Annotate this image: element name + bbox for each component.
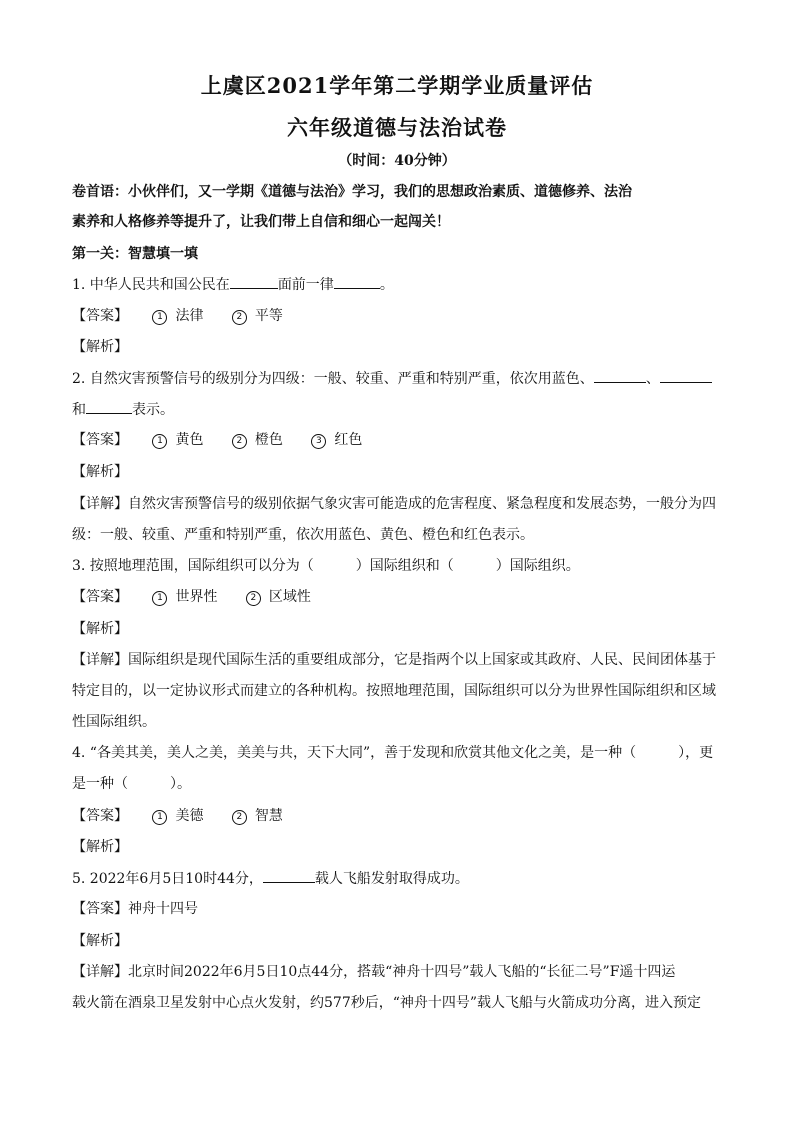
q3-detail-line-1 xyxy=(72,650,722,670)
question-3: 3. 按照地理范围，国际组织可以分为（ ）国际组织和（ ）国际组织。 xyxy=(72,558,580,574)
answer-text: 橙色 xyxy=(254,432,283,448)
section-heading: 第一关：智慧填一填 xyxy=(72,246,198,262)
q1-text-a: 1. 中华人民共和国公民在 xyxy=(72,277,230,293)
q2-answer-2 xyxy=(232,430,283,450)
q2-analysis-label: 【解析】 xyxy=(72,464,128,480)
q1-analysis-label: 【解析】 xyxy=(72,339,128,355)
detail-text: 北京时间2022年6月5日10点44分，搭载“神舟十四号”载人飞船的“长征二号”F遥十四运 xyxy=(128,964,676,980)
q1-text-c: 。 xyxy=(379,277,394,293)
circled-number: 1 xyxy=(152,810,167,825)
q3-answer-1 xyxy=(152,587,217,607)
detail-text: 国际组织是现代国际生活的重要组成部分，它是指两个以上国家或其政府、人民、民间团体基于 xyxy=(128,652,716,668)
exam-subtitle: 六年级道德与法治试卷 xyxy=(287,115,507,140)
answer-text: 区域性 xyxy=(268,589,311,605)
q2-detail-line-2: 级：一般、较重、严重和特别严重，依次用蓝色、黄色、橙色和红色表示。 xyxy=(72,527,534,543)
q5-text-b: 载人飞船发射取得成功。 xyxy=(314,871,469,887)
q4-analysis-label: 【解析】 xyxy=(72,839,128,855)
question-2-line-1 xyxy=(72,368,722,389)
q1-blank-2 xyxy=(334,274,380,289)
question-1 xyxy=(72,274,722,295)
question-2-line-2 xyxy=(72,399,722,420)
answer-text: 世界性 xyxy=(175,589,218,605)
answer-text: 平等 xyxy=(254,308,283,324)
answer-text: 美德 xyxy=(175,808,204,824)
q2-blank-2 xyxy=(660,368,712,383)
answer-text: 神舟十四号 xyxy=(128,901,198,917)
q1-answer-1 xyxy=(152,306,203,326)
exam-time: （时间：40分钟） xyxy=(338,153,456,169)
answer-text: 黄色 xyxy=(175,432,204,448)
q1-answer xyxy=(72,306,722,326)
answer-text: 法律 xyxy=(175,308,204,324)
question-4-line-1: 4. “各美其美，美人之美，美美与共，天下大同”，善于发现和欣赏其他文化之美，是一种（ ），更 xyxy=(72,745,714,761)
preface-line-2: 素养和人格修养等提升了，让我们带上自信和细心一起闯关！ xyxy=(72,214,450,230)
detail-label: 【详解】 xyxy=(72,964,128,980)
q4-answer xyxy=(72,806,722,826)
q2-text-c: 和 xyxy=(72,402,86,418)
preface-line-1: 卷首语：小伙伴们，又一学期《道德与法治》学习，我们的思想政治素质、道德修养、法治 xyxy=(72,184,632,200)
q3-detail-line-2: 特定目的，以一定协议形式而建立的各种机构。按照地理范围，国际组织可以分为世界性国际组织和区域 xyxy=(72,683,716,699)
answer-text: 智慧 xyxy=(254,808,283,824)
q2-detail-line-1 xyxy=(72,494,722,514)
question-5 xyxy=(72,868,722,889)
circled-number: 2 xyxy=(232,810,247,825)
answer-label: 【答案】 xyxy=(72,808,128,824)
q4-answer-2 xyxy=(232,806,283,826)
circled-number: 1 xyxy=(152,310,167,325)
circled-number: 2 xyxy=(232,434,247,449)
q1-text-b: 面前一律 xyxy=(277,277,334,293)
detail-text: 自然灾害预警信号的级别依据气象灾害可能造成的危害程度、紧急程度和发展态势，一般分为四 xyxy=(128,496,716,512)
q3-analysis-label: 【解析】 xyxy=(72,621,128,637)
answer-label: 【答案】 xyxy=(72,589,128,605)
q2-text-a: 2. 自然灾害预警信号的级别分为四级：一般、较重、严重和特别严重，依次用蓝色、 xyxy=(72,371,594,387)
q2-text-b: 、 xyxy=(645,371,660,387)
q2-answer-1 xyxy=(152,430,203,450)
q5-detail-line-1 xyxy=(72,962,722,982)
q2-answer xyxy=(72,430,722,450)
circled-number: 3 xyxy=(311,434,326,449)
q2-text-d: 表示。 xyxy=(132,402,174,418)
q3-answer-2 xyxy=(246,587,311,607)
q1-blank-1 xyxy=(230,274,278,289)
q5-answer xyxy=(72,899,722,919)
exam-title: 上虞区2021学年第二学期学业质量评估 xyxy=(200,73,594,98)
q4-answer-1 xyxy=(152,806,203,826)
q2-blank-3 xyxy=(86,399,132,414)
answer-label: 【答案】 xyxy=(72,308,128,324)
q5-analysis-label: 【解析】 xyxy=(72,933,128,949)
q1-answer-2 xyxy=(232,306,283,326)
answer-label: 【答案】 xyxy=(72,901,128,917)
circled-number: 2 xyxy=(246,591,261,606)
q3-answer xyxy=(72,587,722,607)
answer-text: 红色 xyxy=(334,432,363,448)
q5-detail-line-2: 载火箭在酒泉卫星发射中心点火发射，约577秒后，“神舟十四号”载人飞船与火箭成功分离，进入预定 xyxy=(72,995,702,1011)
q2-blank-1 xyxy=(594,368,646,383)
question-4-line-2: 是一种（ ）。 xyxy=(72,776,191,792)
answer-label: 【答案】 xyxy=(72,432,128,448)
q5-text-a: 5. 2022年6月5日10时44分， xyxy=(72,871,263,887)
circled-number: 1 xyxy=(152,434,167,449)
detail-label: 【详解】 xyxy=(72,652,128,668)
circled-number: 2 xyxy=(232,310,247,325)
detail-label: 【详解】 xyxy=(72,496,128,512)
circled-number: 1 xyxy=(152,591,167,606)
q2-answer-3 xyxy=(311,430,362,450)
q5-blank-1 xyxy=(263,868,315,883)
q3-detail-line-3: 性国际组织。 xyxy=(72,714,156,730)
